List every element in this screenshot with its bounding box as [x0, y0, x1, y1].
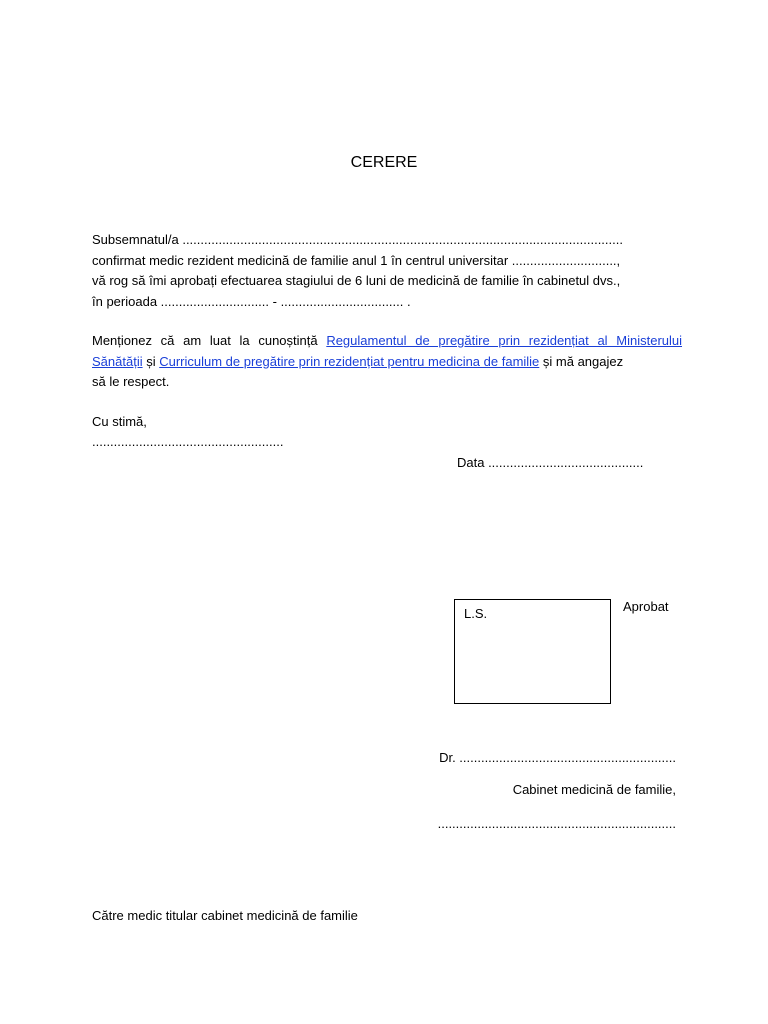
mention-intro: Menționez că am luat la cunoștință — [92, 333, 327, 348]
request-paragraph — [92, 230, 682, 312]
approved-label: Aprobat — [623, 599, 669, 614]
request-line: vă rog să îmi aprobați efectuarea stagiului de 6 luni de medicină de familie în cabinetul dvs., — [92, 273, 621, 288]
mention-and: și — [142, 353, 160, 369]
name-line: Subsemnatul/a .......................................................................................................................... — [92, 232, 623, 247]
mention-line-3: să le respect. — [92, 374, 170, 389]
greeting: Cu stimă, — [92, 414, 147, 429]
regulament-link-continued[interactable]: Sănătății — [92, 353, 143, 369]
mention-line-1 — [92, 331, 682, 352]
cabinet-label: Cabinet medicină de familie, — [512, 782, 676, 797]
cabinet-line: .................................................................. — [437, 816, 676, 831]
period-line: în perioada .............................. - .................................. . — [92, 293, 411, 309]
doctor-field: Dr. ............................................................ — [439, 750, 676, 765]
regulament-link[interactable]: Regulamentul de pregătire prin rezidențiat al Ministerului — [326, 333, 683, 348]
signature-line: ..................................................... — [92, 434, 284, 449]
mention-line-2 — [92, 352, 682, 373]
date-field: Data ........................................... — [457, 455, 644, 470]
recipient-line: Către medic titular cabinet medicină de familie — [92, 908, 358, 923]
page-title: CERERE — [350, 154, 418, 171]
mention-paragraph — [92, 331, 682, 393]
stamp-box — [454, 599, 611, 704]
mention-tail: și mă angajez — [539, 353, 624, 369]
stamp-label: L.S. — [464, 606, 488, 621]
curriculum-link[interactable]: Curriculum de pregătire prin rezidențiat pentru medicina de familie — [159, 353, 540, 369]
resident-line: confirmat medic rezident medicină de familie anul 1 în centrul universitar ............................., — [92, 252, 621, 268]
